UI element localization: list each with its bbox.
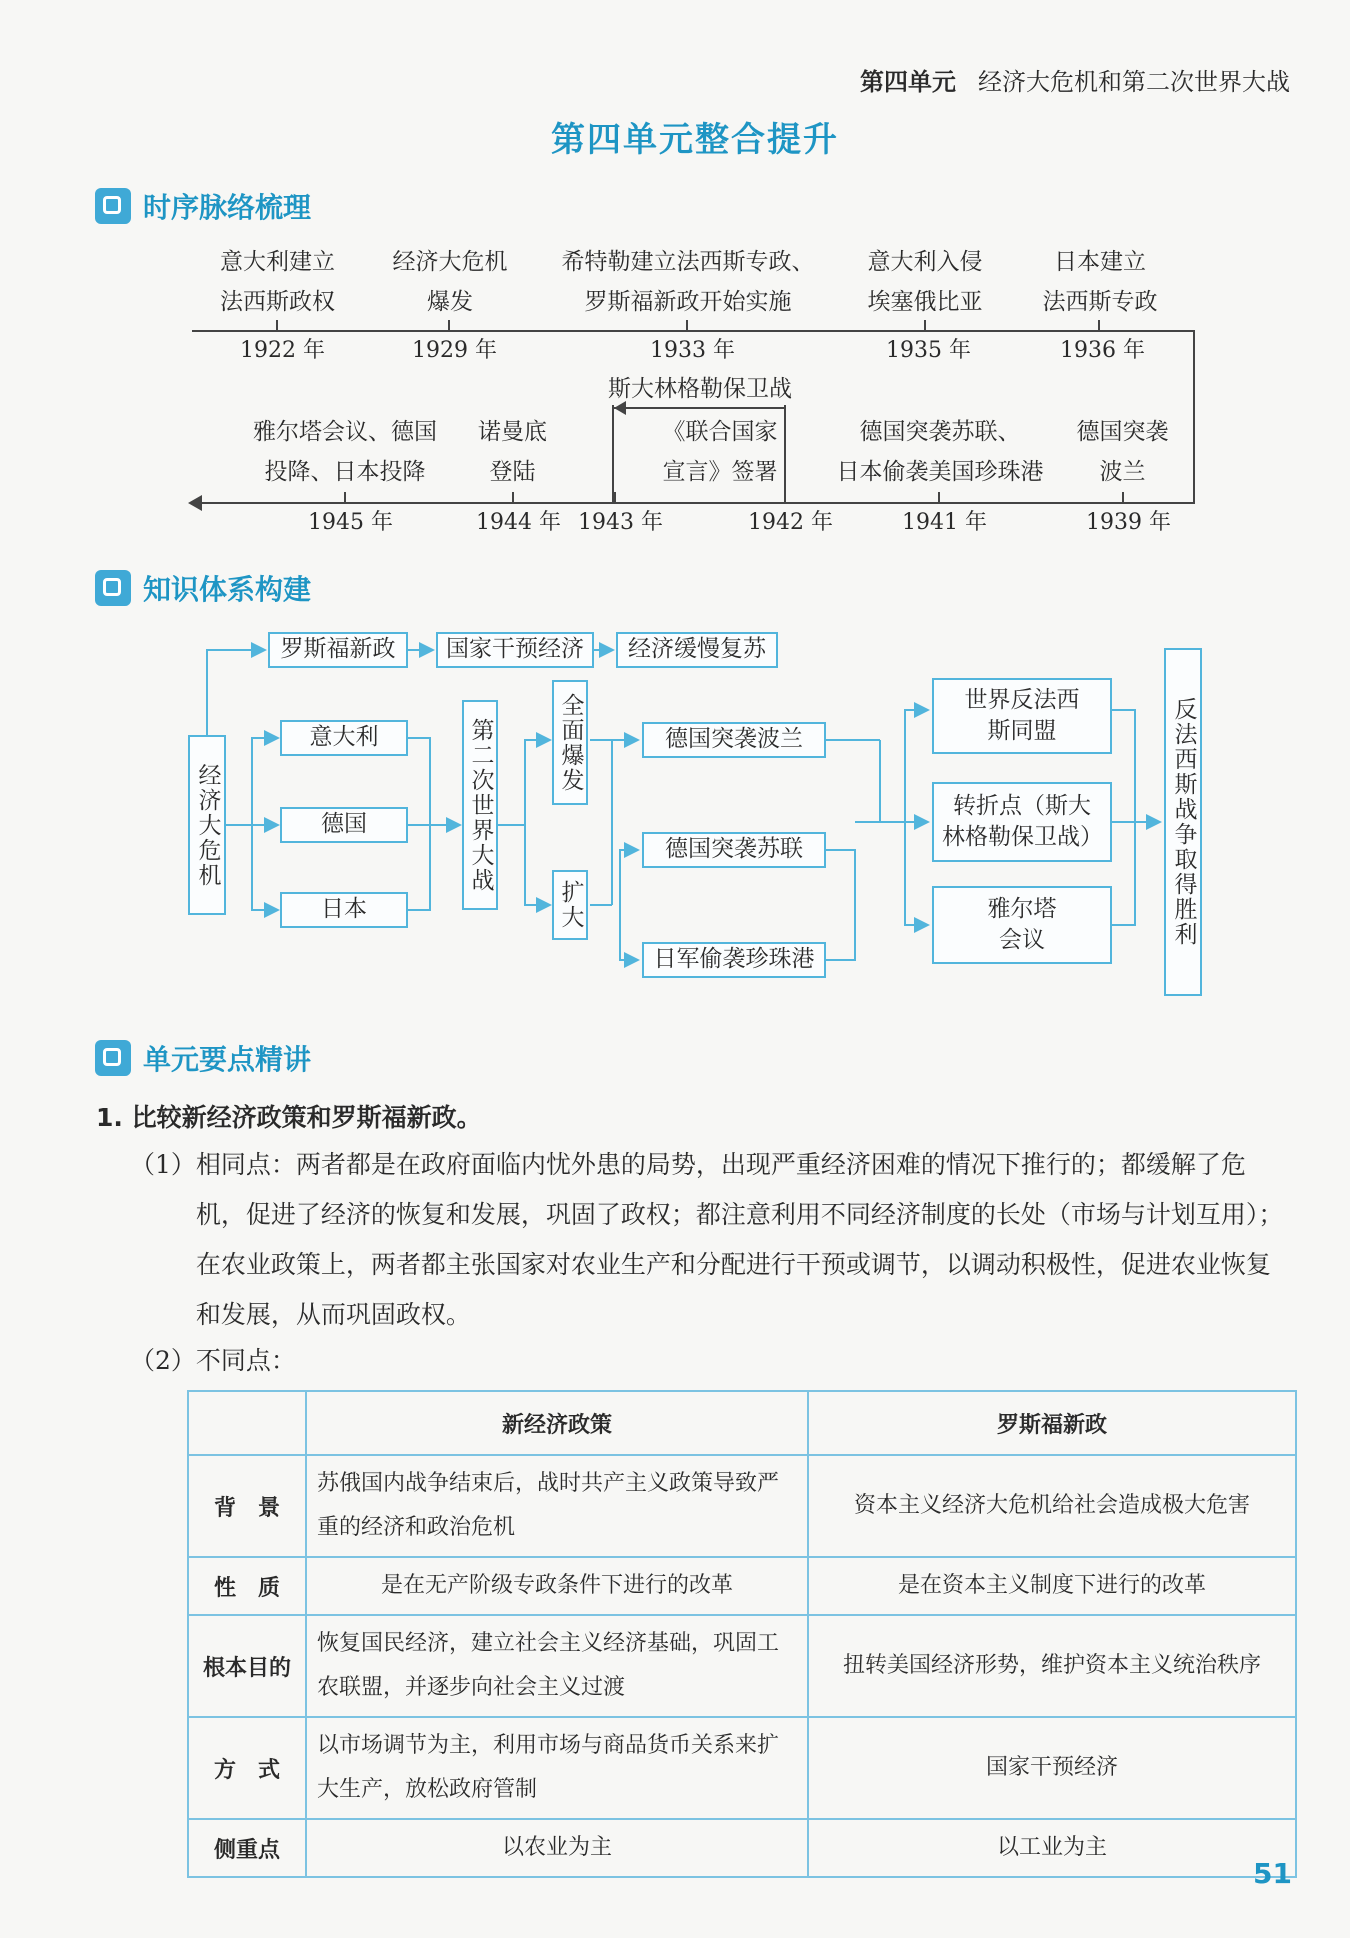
- table-cell: 是在无产阶级专政条件下进行的改革: [306, 1557, 808, 1615]
- page-title: 第四单元整合提升: [551, 120, 839, 160]
- flow-box-turning: 转折点（斯大林格勒保卫战）: [932, 782, 1112, 862]
- flow-box-ussr: 德国突袭苏联: [642, 832, 826, 868]
- timeline-year: 1944 年: [476, 510, 561, 535]
- table-cell: 苏俄国内战争结束后，战时共产主义政策导致严重的经济和政治危机: [306, 1455, 808, 1557]
- timeline-event: 日本建立 法西斯专政: [1042, 249, 1158, 315]
- table-header: 新经济政策: [306, 1391, 808, 1455]
- item-number: （1）: [130, 1150, 196, 1179]
- table-row: [188, 1819, 1296, 1877]
- table-row: [188, 1455, 1296, 1557]
- flow-box-victory: 反法西斯战争取得胜利: [1164, 648, 1202, 996]
- timeline-year: 1933 年: [650, 338, 735, 363]
- flow-box-recovery: 经济缓慢复苏: [616, 632, 778, 668]
- table-header-row: [188, 1391, 1296, 1455]
- table-cell: 以工业为主: [808, 1819, 1296, 1877]
- timeline-year: 1936 年: [1060, 338, 1145, 363]
- row-header: 性 质: [188, 1557, 306, 1615]
- comparison-table: [187, 1390, 1297, 1878]
- flow-box-italy: 意大利: [280, 720, 408, 756]
- section-keypoints-heading: [95, 1038, 311, 1078]
- section-title: 时序脉络梳理: [143, 191, 312, 224]
- timeline-event: 意大利建立 法西斯政权: [220, 249, 335, 315]
- timeline-year: 1935 年: [886, 338, 971, 363]
- timeline-year: 1941 年: [902, 510, 987, 535]
- timeline-year: 1942 年: [748, 510, 833, 535]
- flow-box-germany: 德国: [280, 807, 408, 843]
- unit-subtitle: 经济大危机和第二次世界大战: [978, 68, 1290, 96]
- flow-box-new-deal: 罗斯福新政: [268, 632, 408, 668]
- table-cell: 国家干预经济: [808, 1717, 1296, 1819]
- section-title: 单元要点精讲: [143, 1043, 312, 1076]
- timeline-event: 意大利入侵 埃塞俄比亚: [867, 249, 983, 315]
- timeline-event: 德国突袭苏联、 日本偷袭美国珍珠港: [836, 419, 1044, 485]
- timeline-year: 1945 年: [308, 510, 393, 535]
- unit-label: 第四单元: [860, 68, 956, 96]
- page-number: 51: [1253, 1857, 1292, 1890]
- similarities-text: 相同点：两者都是在政府面临内忧外患的局势，出现严重经济困难的情况下推行的；都缓解了危机，促进了经济的恢复和发展，巩固了政权；都注意利用不同经济制度的长处（市场与计划互用）；在农业政策上，两者都主张国家对农业生产和分配进行干预或调节，以调动积极性，促进农业恢复和发展，从而巩固政权。: [195, 1150, 1284, 1329]
- flow-box-expand: 扩大: [552, 870, 588, 940]
- flow-box-intervention: 国家干预经济: [436, 632, 594, 668]
- table-cell: 扭转美国经济形势，维护资本主义统治秩序: [808, 1615, 1296, 1717]
- table-header: 罗斯福新政: [808, 1391, 1296, 1455]
- table-cell: 恢复国民经济，建立社会主义经济基础，巩固工农联盟，并逐步向社会主义过渡: [306, 1615, 808, 1717]
- table-header: [188, 1391, 306, 1455]
- row-header: 根本目的: [188, 1615, 306, 1717]
- table-cell: 以农业为主: [306, 1819, 808, 1877]
- timeline-event: 雅尔塔会议、德国 投降、日本投降: [253, 419, 437, 485]
- row-header: 背 景: [188, 1455, 306, 1557]
- table-cell: 是在资本主义制度下进行的改革: [808, 1557, 1296, 1615]
- table-row: [188, 1717, 1296, 1819]
- row-header: 侧重点: [188, 1819, 306, 1877]
- timeline-year: 1939 年: [1086, 510, 1171, 535]
- book-stack-icon: [95, 1040, 131, 1076]
- timeline-event: 《联合国家 宣言》签署: [662, 419, 778, 485]
- table-row: [188, 1557, 1296, 1615]
- flow-box-japan: 日本: [280, 892, 408, 928]
- flow-box-yalta: 雅尔塔会议: [932, 886, 1112, 964]
- timeline-event: 诺曼底 登陆: [478, 419, 547, 485]
- timeline-event: 德国突袭 波兰: [1076, 419, 1169, 485]
- timeline-year: 1929 年: [412, 338, 497, 363]
- similarities-paragraph: [130, 1140, 1295, 1340]
- flow-box-full-outbreak: 全面爆发: [552, 680, 588, 805]
- row-header: 方 式: [188, 1717, 306, 1819]
- timeline-event: 经济大危机 爆发: [392, 249, 508, 315]
- flow-box-alliance: 世界反法西斯同盟: [932, 678, 1112, 754]
- timeline-event: 希特勒建立法西斯专政、 罗斯福新政开始实施: [561, 249, 815, 315]
- table-cell: 资本主义经济大危机给社会造成极大危害: [808, 1455, 1296, 1557]
- timeline-year: 1922 年: [240, 338, 325, 363]
- timeline-year: 1943 年: [578, 510, 663, 535]
- flow-box-pearl: 日军偷袭珍珠港: [642, 942, 826, 978]
- flow-box-poland: 德国突袭波兰: [642, 722, 826, 758]
- bracket-label: 斯大林格勒保卫战: [608, 376, 792, 402]
- differences-label: （2）不同点：: [130, 1346, 296, 1375]
- question-title: 1. 比较新经济政策和罗斯福新政。: [96, 1103, 482, 1132]
- flow-box-ww2: 第二次世界大战: [462, 700, 498, 910]
- flow-box-crisis: 经济大危机: [188, 735, 226, 915]
- table-cell: 以市场调节为主，利用市场与商品货币关系来扩大生产，放松政府管制: [306, 1717, 808, 1819]
- section-title: 知识体系构建: [143, 573, 312, 606]
- table-row: [188, 1615, 1296, 1717]
